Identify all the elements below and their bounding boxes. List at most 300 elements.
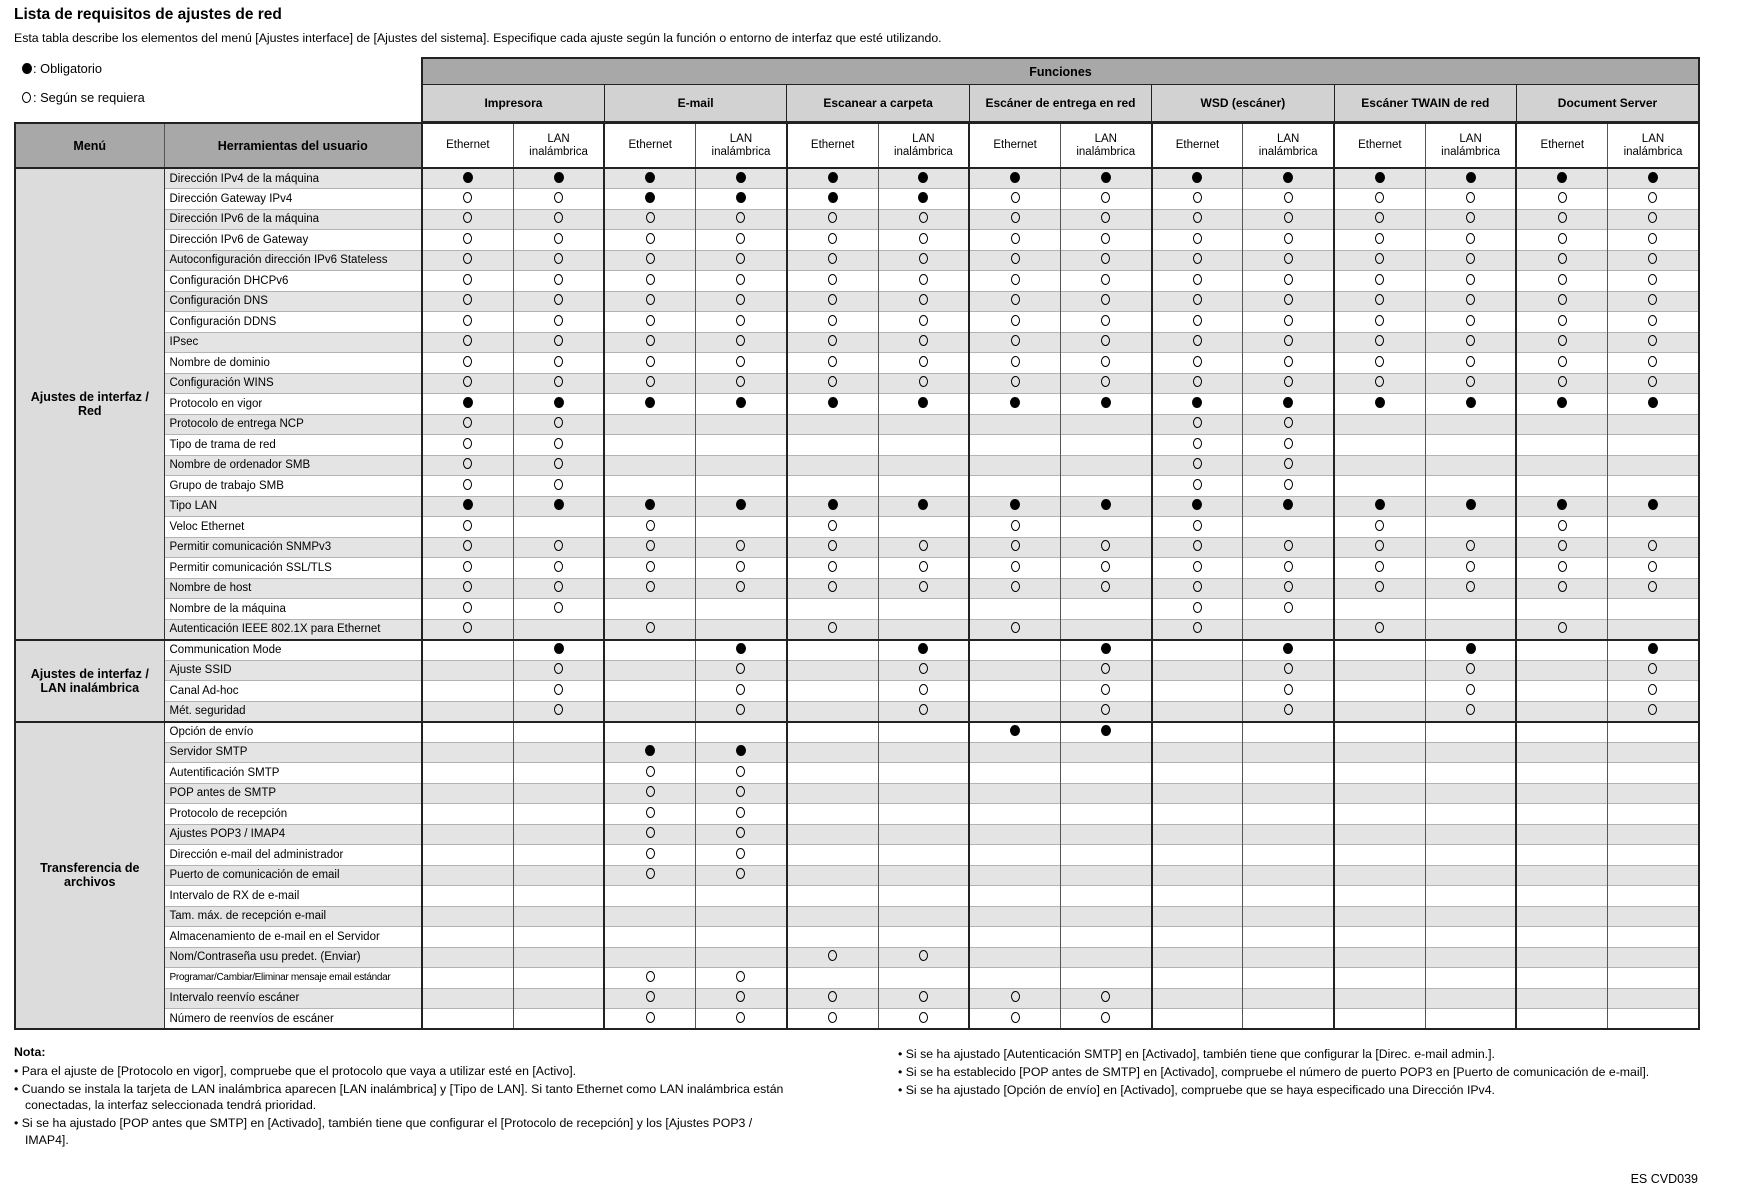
functions-header-table bbox=[421, 57, 1700, 123]
requirement-cell bbox=[1152, 988, 1243, 1009]
open-circle-icon bbox=[646, 376, 655, 387]
requirement-cell bbox=[969, 435, 1060, 456]
requirement-cell bbox=[1608, 660, 1699, 681]
requirement-cell bbox=[1334, 681, 1425, 702]
open-circle-icon bbox=[1466, 684, 1475, 695]
requirement-cell bbox=[513, 763, 604, 784]
requirement-cell bbox=[1425, 619, 1516, 640]
open-circle-icon bbox=[1101, 991, 1110, 1002]
requirement-cell bbox=[1425, 537, 1516, 558]
requirement-cell bbox=[787, 660, 878, 681]
open-circle-icon bbox=[463, 212, 472, 223]
open-circle-icon bbox=[1466, 704, 1475, 715]
requirement-cell bbox=[1334, 927, 1425, 948]
requirement-cell bbox=[1060, 968, 1151, 989]
requirement-cell bbox=[1152, 558, 1243, 579]
requirement-cell bbox=[1608, 968, 1699, 989]
requirement-cell bbox=[422, 865, 513, 886]
open-circle-icon bbox=[1193, 417, 1202, 428]
requirement-cell bbox=[878, 332, 969, 353]
open-circle-icon bbox=[1193, 335, 1202, 346]
open-circle-icon bbox=[463, 602, 472, 613]
open-circle-icon bbox=[1011, 253, 1020, 264]
requirement-cell bbox=[604, 455, 695, 476]
requirement-cell bbox=[604, 804, 695, 825]
requirement-cell bbox=[1425, 414, 1516, 435]
requirement-cell bbox=[1608, 947, 1699, 968]
row-label: Nombre de ordenador SMB bbox=[164, 455, 422, 476]
requirement-cell bbox=[604, 578, 695, 599]
open-circle-icon bbox=[463, 622, 472, 633]
requirement-cell bbox=[1152, 250, 1243, 271]
requirement-cell bbox=[1425, 230, 1516, 251]
requirement-cell bbox=[878, 845, 969, 866]
row-label: Permitir comunicación SSL/TLS bbox=[164, 558, 422, 579]
requirement-cell bbox=[422, 660, 513, 681]
requirement-cell bbox=[969, 291, 1060, 312]
requirement-cell bbox=[787, 845, 878, 866]
open-circle-icon bbox=[554, 335, 563, 346]
open-circle-icon bbox=[1011, 212, 1020, 223]
requirement-cell bbox=[1152, 742, 1243, 763]
requirement-cell bbox=[1516, 988, 1607, 1009]
requirement-cell bbox=[604, 209, 695, 230]
requirement-cell bbox=[1243, 312, 1334, 333]
filled-circle-icon bbox=[1466, 499, 1476, 510]
requirement-cell bbox=[1060, 660, 1151, 681]
requirement-cell bbox=[1516, 1009, 1607, 1030]
open-circle-icon bbox=[1466, 294, 1475, 305]
requirement-cell bbox=[969, 250, 1060, 271]
requirement-cell bbox=[1425, 660, 1516, 681]
open-circle-icon bbox=[1284, 212, 1293, 223]
open-circle-icon bbox=[1193, 520, 1202, 531]
requirement-cell bbox=[969, 947, 1060, 968]
requirement-cell bbox=[787, 189, 878, 210]
legend-item bbox=[22, 58, 145, 78]
requirement-cell bbox=[1060, 414, 1151, 435]
requirement-cell bbox=[1060, 168, 1151, 189]
table-row bbox=[15, 394, 1699, 415]
open-circle-icon bbox=[1284, 438, 1293, 449]
open-circle-icon bbox=[646, 971, 655, 982]
requirement-cell bbox=[878, 312, 969, 333]
requirement-cell bbox=[787, 1009, 878, 1030]
requirement-cell bbox=[604, 906, 695, 927]
open-circle-icon bbox=[646, 848, 655, 859]
table-row bbox=[15, 537, 1699, 558]
open-circle-icon bbox=[554, 540, 563, 551]
open-circle-icon bbox=[1284, 274, 1293, 285]
open-circle-icon bbox=[736, 848, 745, 859]
requirement-cell bbox=[604, 291, 695, 312]
requirement-cell bbox=[1243, 578, 1334, 599]
requirement-cell bbox=[513, 742, 604, 763]
wireless-lan-subcolumn-header bbox=[1608, 123, 1699, 168]
open-circle-icon bbox=[1011, 356, 1020, 367]
function-column-header: Escanear a carpeta bbox=[787, 85, 969, 123]
requirement-cell bbox=[422, 906, 513, 927]
requirement-cell bbox=[787, 291, 878, 312]
requirement-cell bbox=[1334, 373, 1425, 394]
open-circle-icon bbox=[828, 376, 837, 387]
requirement-cell bbox=[696, 947, 787, 968]
requirement-cell bbox=[969, 845, 1060, 866]
requirement-cell bbox=[1152, 865, 1243, 886]
requirement-cell bbox=[1334, 906, 1425, 927]
filled-circle-icon bbox=[828, 172, 838, 183]
filled-circle-icon bbox=[1192, 397, 1202, 408]
open-circle-icon bbox=[1101, 212, 1110, 223]
table-row bbox=[15, 681, 1699, 702]
requirement-cell bbox=[422, 804, 513, 825]
open-circle-icon bbox=[1193, 192, 1202, 203]
filled-circle-icon bbox=[736, 499, 746, 510]
requirement-cell bbox=[1334, 414, 1425, 435]
requirement-cell bbox=[1425, 394, 1516, 415]
open-circle-icon bbox=[736, 356, 745, 367]
requirement-cell bbox=[878, 271, 969, 292]
filled-circle-icon bbox=[645, 745, 655, 756]
requirement-cell bbox=[422, 435, 513, 456]
requirement-cell bbox=[513, 906, 604, 927]
requirement-cell bbox=[1608, 742, 1699, 763]
open-circle-icon bbox=[1284, 376, 1293, 387]
requirement-cell bbox=[1516, 927, 1607, 948]
requirement-cell bbox=[604, 271, 695, 292]
page-subtitle: Esta tabla describe los elementos del menú [Ajustes interface] de [Ajustes del sistema]. Especifique cada ajuste según la función o entorno de interfaz que esté utilizando. bbox=[14, 31, 942, 45]
filled-circle-icon bbox=[828, 397, 838, 408]
table-row bbox=[15, 558, 1699, 579]
requirement-cell bbox=[696, 763, 787, 784]
requirement-cell bbox=[1608, 578, 1699, 599]
requirement-cell bbox=[969, 927, 1060, 948]
page-title: Lista de requisitos de ajustes de red bbox=[14, 6, 282, 23]
requirement-cell bbox=[604, 230, 695, 251]
requirement-cell bbox=[1608, 865, 1699, 886]
requirement-cell bbox=[1152, 496, 1243, 517]
requirement-cell bbox=[878, 722, 969, 743]
filled-circle-icon bbox=[918, 172, 928, 183]
open-circle-icon bbox=[1648, 212, 1657, 223]
requirement-cell bbox=[696, 619, 787, 640]
requirement-cell bbox=[1516, 271, 1607, 292]
requirement-cell bbox=[513, 312, 604, 333]
requirement-cell bbox=[513, 168, 604, 189]
requirement-cell bbox=[1608, 250, 1699, 271]
requirement-cell bbox=[1060, 476, 1151, 497]
requirement-cell bbox=[1243, 271, 1334, 292]
row-label: IPsec bbox=[164, 332, 422, 353]
open-circle-icon bbox=[1648, 581, 1657, 592]
requirement-cell bbox=[1608, 906, 1699, 927]
requirement-cell bbox=[696, 845, 787, 866]
open-circle-icon bbox=[1558, 315, 1567, 326]
row-label: Intervalo reenvío escáner bbox=[164, 988, 422, 1009]
open-circle-icon bbox=[828, 294, 837, 305]
filled-circle-icon bbox=[463, 397, 473, 408]
note-item: • Si se ha establecido [POP antes de SMTP] en [Activado], compruebe el número de puerto POP3 en [Puerto de comunicación de e-mail]. bbox=[898, 1065, 1650, 1079]
requirement-cell bbox=[969, 988, 1060, 1009]
row-label: Veloc Ethernet bbox=[164, 517, 422, 538]
requirement-cell bbox=[1608, 209, 1699, 230]
requirement-cell bbox=[1425, 578, 1516, 599]
requirement-cell bbox=[513, 886, 604, 907]
filled-circle-icon bbox=[918, 192, 928, 203]
open-circle-icon bbox=[1011, 561, 1020, 572]
row-label: Protocolo de recepción bbox=[164, 804, 422, 825]
filled-circle-icon bbox=[1101, 643, 1111, 654]
requirement-cell bbox=[1425, 496, 1516, 517]
requirement-cell bbox=[1060, 230, 1151, 251]
requirement-cell bbox=[1425, 804, 1516, 825]
open-circle-icon bbox=[646, 786, 655, 797]
requirement-cell bbox=[1334, 722, 1425, 743]
table-row bbox=[15, 640, 1699, 661]
requirement-cell bbox=[1334, 804, 1425, 825]
subcolumn-label: Ethernet bbox=[446, 139, 490, 151]
requirement-cell bbox=[969, 496, 1060, 517]
open-circle-icon bbox=[1284, 479, 1293, 490]
requirement-cell bbox=[1516, 599, 1607, 620]
open-circle-icon bbox=[736, 274, 745, 285]
open-circle-icon bbox=[554, 602, 563, 613]
table-row bbox=[15, 250, 1699, 271]
open-circle-icon bbox=[828, 540, 837, 551]
open-circle-icon bbox=[1558, 561, 1567, 572]
requirement-cell bbox=[1152, 722, 1243, 743]
requirement-cell bbox=[1608, 414, 1699, 435]
row-label: Dirección IPv4 de la máquina bbox=[164, 168, 422, 189]
filled-circle-icon bbox=[1101, 725, 1111, 736]
requirement-cell bbox=[696, 168, 787, 189]
open-circle-icon bbox=[1011, 335, 1020, 346]
requirement-cell bbox=[1516, 496, 1607, 517]
open-circle-icon bbox=[828, 581, 837, 592]
open-circle-icon bbox=[736, 335, 745, 346]
ethernet-subcolumn-header bbox=[969, 123, 1060, 168]
open-circle-icon bbox=[919, 540, 928, 551]
requirement-cell bbox=[1516, 230, 1607, 251]
table-row bbox=[15, 189, 1699, 210]
open-circle-icon bbox=[554, 417, 563, 428]
open-circle-icon bbox=[1284, 458, 1293, 469]
open-circle-icon bbox=[736, 786, 745, 797]
open-circle-icon bbox=[919, 294, 928, 305]
table-row bbox=[15, 845, 1699, 866]
requirement-cell bbox=[1608, 619, 1699, 640]
requirement-cell bbox=[422, 168, 513, 189]
requirement-cell bbox=[787, 209, 878, 230]
table-row bbox=[15, 927, 1699, 948]
open-circle-icon bbox=[463, 192, 472, 203]
requirement-cell bbox=[1516, 209, 1607, 230]
requirement-cell bbox=[513, 1009, 604, 1030]
open-circle-icon bbox=[736, 253, 745, 264]
requirement-cell bbox=[422, 312, 513, 333]
requirement-cell bbox=[787, 886, 878, 907]
row-label: POP antes de SMTP bbox=[164, 783, 422, 804]
ethernet-subcolumn-header bbox=[1334, 123, 1425, 168]
requirement-cell bbox=[1334, 209, 1425, 230]
requirement-cell bbox=[422, 1009, 513, 1030]
open-circle-icon bbox=[1011, 274, 1020, 285]
open-circle-icon bbox=[463, 479, 472, 490]
requirement-cell bbox=[1152, 291, 1243, 312]
requirement-cell bbox=[787, 578, 878, 599]
filled-circle-icon bbox=[1283, 397, 1293, 408]
note-item: • Para el ajuste de [Protocolo en vigor], compruebe que el protocolo que vaya a utilizar esté en [Activo]. bbox=[14, 1063, 577, 1078]
subcolumn-label: Ethernet bbox=[628, 139, 672, 151]
open-circle-icon bbox=[1284, 294, 1293, 305]
open-circle-icon bbox=[646, 356, 655, 367]
open-circle-icon bbox=[1648, 704, 1657, 715]
requirement-cell bbox=[1425, 250, 1516, 271]
requirement-cell bbox=[1516, 619, 1607, 640]
tools-column-header: Herramientas del usuario bbox=[164, 123, 422, 168]
open-circle-icon bbox=[1466, 356, 1475, 367]
open-circle-icon bbox=[828, 356, 837, 367]
requirement-cell bbox=[1425, 312, 1516, 333]
open-circle-icon bbox=[1193, 479, 1202, 490]
requirement-cell bbox=[969, 312, 1060, 333]
open-circle-icon bbox=[646, 274, 655, 285]
requirement-cell bbox=[513, 558, 604, 579]
requirement-cell bbox=[1152, 906, 1243, 927]
requirement-cell bbox=[1060, 947, 1151, 968]
requirement-cell bbox=[513, 845, 604, 866]
row-label: Grupo de trabajo SMB bbox=[164, 476, 422, 497]
requirement-cell bbox=[696, 660, 787, 681]
requirement-cell bbox=[1516, 763, 1607, 784]
requirement-cell bbox=[1425, 968, 1516, 989]
requirement-cell bbox=[696, 250, 787, 271]
requirement-cell bbox=[1243, 435, 1334, 456]
open-circle-icon bbox=[1284, 581, 1293, 592]
open-circle-icon bbox=[646, 294, 655, 305]
open-circle-icon bbox=[828, 950, 837, 961]
open-circle-icon bbox=[1193, 561, 1202, 572]
requirement-cell bbox=[604, 886, 695, 907]
requirement-cell bbox=[513, 783, 604, 804]
requirement-cell bbox=[1060, 271, 1151, 292]
requirement-cell bbox=[1608, 804, 1699, 825]
row-label: Dirección IPv6 de la máquina bbox=[164, 209, 422, 230]
requirement-cell bbox=[1060, 496, 1151, 517]
requirement-cell bbox=[1425, 373, 1516, 394]
note-item: • Si se ha ajustado [POP antes que SMTP] en [Activado], también tiene que configurar el [Protocolo de recepción] y los [Ajustes POP3 / IMAP4]. bbox=[14, 1116, 753, 1147]
open-circle-icon bbox=[828, 212, 837, 223]
open-circle-icon bbox=[919, 561, 928, 572]
requirement-cell bbox=[878, 189, 969, 210]
row-label: Configuración DHCPv6 bbox=[164, 271, 422, 292]
requirement-cell bbox=[1425, 681, 1516, 702]
requirement-cell bbox=[1060, 865, 1151, 886]
open-circle-icon bbox=[919, 356, 928, 367]
requirement-cell bbox=[1425, 189, 1516, 210]
requirement-cell bbox=[1060, 599, 1151, 620]
ethernet-subcolumn-header bbox=[787, 123, 878, 168]
open-circle-icon bbox=[919, 1012, 928, 1023]
open-circle-icon bbox=[736, 561, 745, 572]
row-label: Configuración WINS bbox=[164, 373, 422, 394]
table-row bbox=[15, 968, 1699, 989]
requirement-cell bbox=[1334, 578, 1425, 599]
open-circle-icon bbox=[554, 233, 563, 244]
requirement-cell bbox=[1060, 332, 1151, 353]
open-circle-icon bbox=[919, 704, 928, 715]
requirement-cell bbox=[1243, 988, 1334, 1009]
open-circle-icon bbox=[1193, 253, 1202, 264]
open-circle-icon bbox=[1375, 622, 1384, 633]
open-circle-icon bbox=[646, 622, 655, 633]
requirement-cell bbox=[513, 517, 604, 538]
open-circle-icon bbox=[1284, 540, 1293, 551]
requirement-cell bbox=[1243, 558, 1334, 579]
requirement-cell bbox=[969, 373, 1060, 394]
row-label: Nombre de host bbox=[164, 578, 422, 599]
filled-circle-icon bbox=[1648, 397, 1658, 408]
requirement-cell bbox=[1516, 742, 1607, 763]
requirement-cell bbox=[696, 906, 787, 927]
requirement-cell bbox=[1608, 394, 1699, 415]
requirement-cell bbox=[604, 619, 695, 640]
subcolumn-label: Ethernet bbox=[1358, 139, 1402, 151]
requirement-cell bbox=[878, 496, 969, 517]
open-circle-icon bbox=[1375, 540, 1384, 551]
open-circle-icon bbox=[919, 376, 928, 387]
open-circle-icon bbox=[828, 991, 837, 1002]
requirement-cell bbox=[1425, 168, 1516, 189]
open-circle-icon bbox=[1648, 561, 1657, 572]
subcolumn-label: LAN inalámbrica bbox=[893, 132, 953, 158]
table-row bbox=[15, 742, 1699, 763]
requirement-cell bbox=[1516, 783, 1607, 804]
requirement-cell bbox=[787, 394, 878, 415]
open-circle-icon bbox=[1466, 315, 1475, 326]
requirement-cell bbox=[1243, 701, 1334, 722]
requirement-cell bbox=[696, 291, 787, 312]
requirement-cell bbox=[787, 824, 878, 845]
open-circle-icon bbox=[1011, 233, 1020, 244]
requirement-cell bbox=[604, 496, 695, 517]
open-circle-icon bbox=[1648, 192, 1657, 203]
open-circle-icon bbox=[1648, 274, 1657, 285]
requirement-cell bbox=[1608, 517, 1699, 538]
table-row bbox=[15, 886, 1699, 907]
open-circle-icon bbox=[1558, 540, 1567, 551]
requirement-cell bbox=[1152, 373, 1243, 394]
requirement-cell bbox=[1608, 763, 1699, 784]
filled-circle-icon bbox=[645, 397, 655, 408]
requirement-cell bbox=[1425, 640, 1516, 661]
open-circle-icon bbox=[828, 1012, 837, 1023]
requirement-cell bbox=[1334, 435, 1425, 456]
requirement-cell bbox=[1516, 312, 1607, 333]
requirement-cell bbox=[1425, 722, 1516, 743]
requirement-cell bbox=[787, 373, 878, 394]
requirement-cell bbox=[1152, 414, 1243, 435]
requirement-cell bbox=[787, 619, 878, 640]
open-circle-icon bbox=[1011, 192, 1020, 203]
open-circle-icon bbox=[1648, 294, 1657, 305]
requirement-cell bbox=[696, 599, 787, 620]
open-circle-icon bbox=[1375, 581, 1384, 592]
table-row bbox=[15, 1009, 1699, 1030]
requirement-cell bbox=[1516, 189, 1607, 210]
document-code: ES CVD039 bbox=[1630, 1172, 1698, 1186]
requirement-cell bbox=[1516, 865, 1607, 886]
